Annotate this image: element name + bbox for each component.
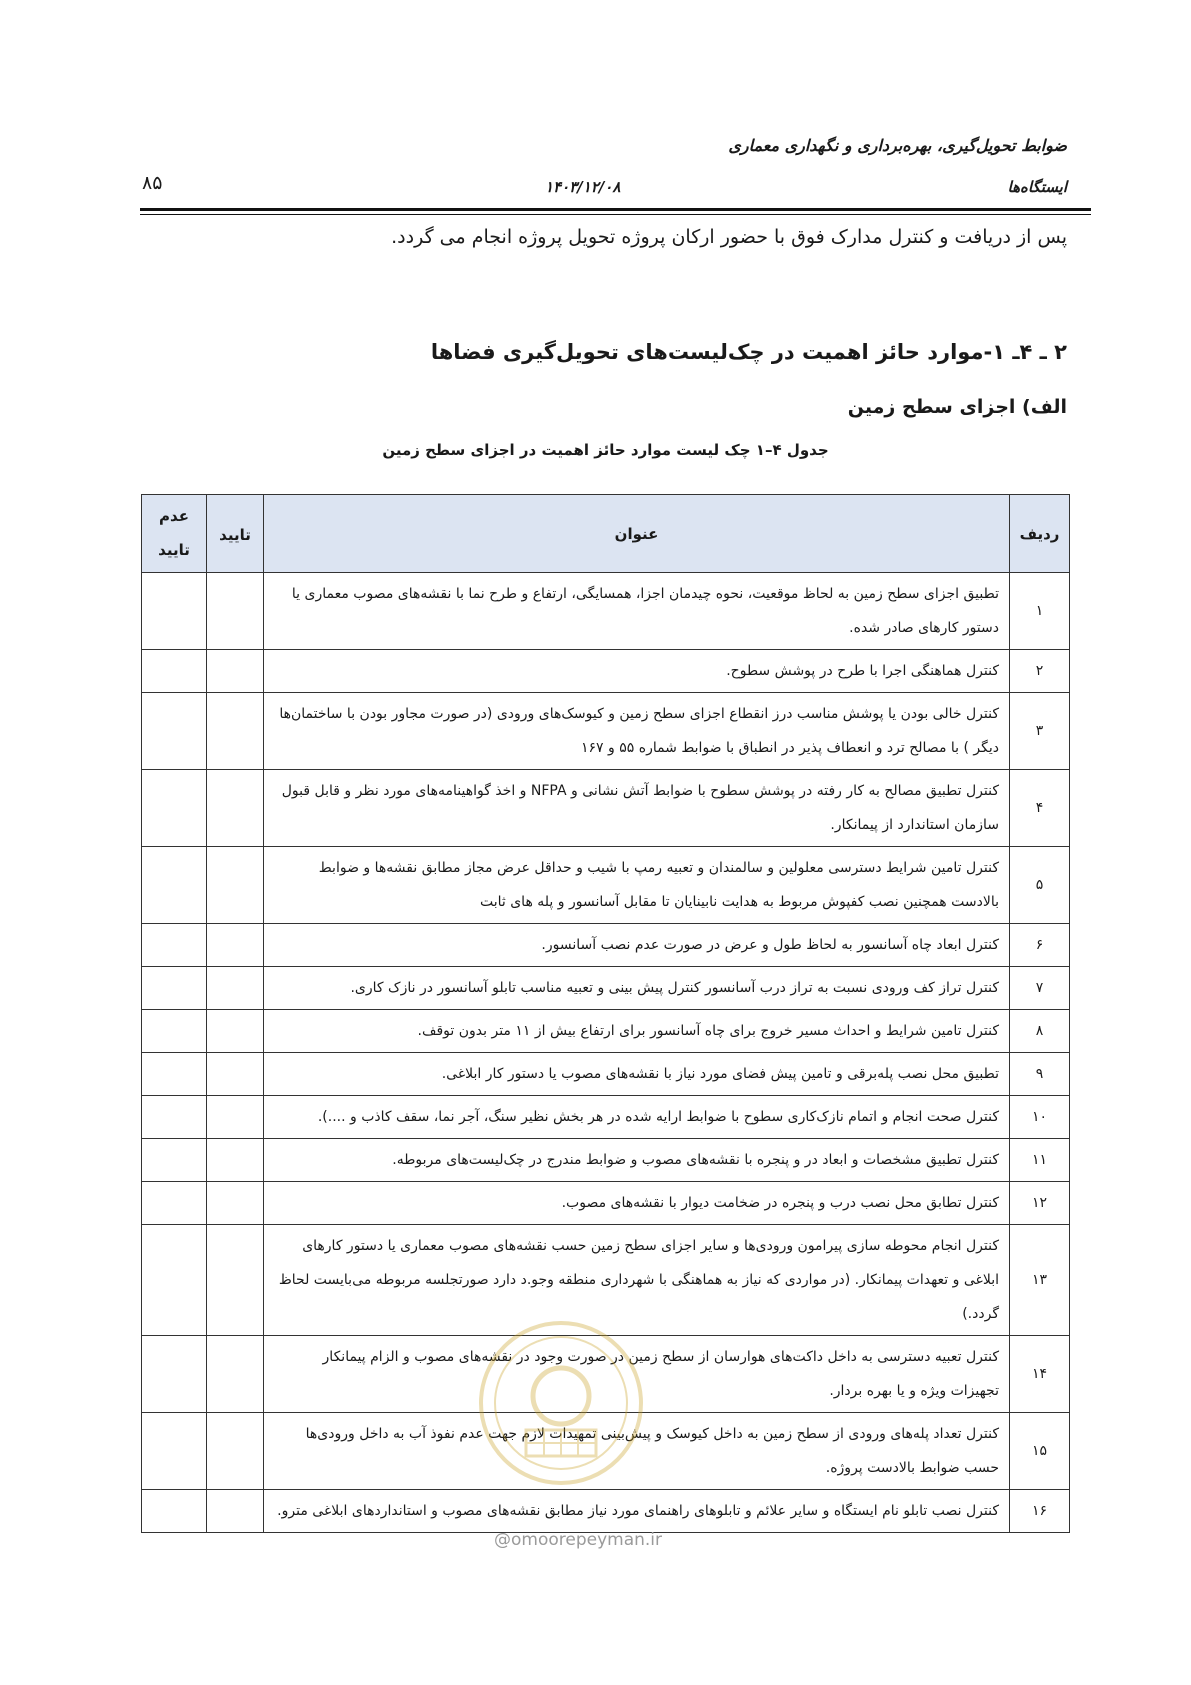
row-title: کنترل تطبیق مشخصات و ابعاد در و پنجره با نقشه‌های مصوب و ضوابط مندرج در چک‌لیست‌های مربوطه.	[264, 1139, 1010, 1182]
row-number: ۳	[1010, 693, 1070, 770]
row-title: تطبیق اجزای سطح زمین به لحاظ موقعیت، نحوه چیدمان اجزا، همسایگی، ارتفاع و طرح نما با نقشه‌های مصوب معماری یا دستور کارهای صادر شده.	[264, 573, 1010, 650]
approve-cell[interactable]	[207, 1182, 264, 1225]
row-number: ۵	[1010, 847, 1070, 924]
row-title: کنترل تعداد پله‌های ورودی از سطح زمین به داخل کیوسک و پیش‌بینی تمهیدات لازم جهت عدم نفوذ آب به داخل ورودی‌ها حسب ضوابط بالادست پروژه.	[264, 1413, 1010, 1490]
not-approve-cell[interactable]	[142, 1490, 207, 1533]
row-number: ۱۶	[1010, 1490, 1070, 1533]
header-not-approve	[142, 495, 207, 573]
row-title: کنترل خالی بودن یا پوشش مناسب درز انقطاع اجزای سطح زمین و کیوسک‌های ورودی (در صورت مجاور بودن با ساختمان‌ها دیگر ) با مصالح ترد و انعطاف پذیر در انطباق با ضوابط شماره ۵۵ و ۱۶۷	[264, 693, 1010, 770]
approve-cell[interactable]	[207, 847, 264, 924]
row-title: کنترل تامین شرایط و احداث مسیر خروج برای چاه آسانسور برای ارتفاع بیش از ۱۱ متر بدون توقف.	[264, 1010, 1010, 1053]
not-approve-cell[interactable]	[142, 924, 207, 967]
not-approve-cell[interactable]	[142, 770, 207, 847]
row-title: کنترل صحت انجام و اتمام نازک‌کاری سطوح با ضوابط ارایه شده در هر بخش نظیر سنگ، آجر نما، سقف کاذب و ....).	[264, 1096, 1010, 1139]
watermark-text: @omoorepeyman.ir	[494, 1530, 663, 1550]
row-title: کنترل تعبیه دسترسی به داخل داکت‌های هوارسان از سطح زمین در صورت وجود در نقشه‌های مصوب و الزام پیمانکار تجهیزات ویژه و یا بهره بردار.	[264, 1336, 1010, 1413]
section-heading: ۲ ـ ۴ـ ۱-موارد حائز اهمیت در چک‌لیست‌های تحویل‌گیری فضاها	[430, 340, 1067, 364]
table-row	[142, 770, 1070, 847]
header-not-approve-line1: عدم	[159, 507, 189, 525]
not-approve-cell[interactable]	[142, 1139, 207, 1182]
approve-cell[interactable]	[207, 770, 264, 847]
approve-cell[interactable]	[207, 1413, 264, 1490]
row-number: ۸	[1010, 1010, 1070, 1053]
not-approve-cell[interactable]	[142, 1225, 207, 1336]
table-row	[142, 573, 1070, 650]
not-approve-cell[interactable]	[142, 1010, 207, 1053]
approve-cell[interactable]	[207, 967, 264, 1010]
row-number: ۱۴	[1010, 1336, 1070, 1413]
header-approve: تایید	[207, 495, 264, 573]
header-rule-thin	[140, 214, 1091, 215]
approve-cell[interactable]	[207, 693, 264, 770]
approve-cell[interactable]	[207, 573, 264, 650]
table-row	[142, 693, 1070, 770]
approve-cell[interactable]	[207, 1096, 264, 1139]
not-approve-cell[interactable]	[142, 1182, 207, 1225]
row-title: کنترل نصب تابلو نام ایستگاه و سایر علائم و تابلوهای راهنمای مورد نیاز مطابق نقشه‌های مصوب و استانداردهای ابلاغی مترو.	[264, 1490, 1010, 1533]
page-number: ۸۵	[142, 172, 163, 194]
header-title: عنوان	[264, 495, 1010, 573]
table-row	[142, 1139, 1070, 1182]
table-row	[142, 1096, 1070, 1139]
row-number: ۷	[1010, 967, 1070, 1010]
table-row	[142, 650, 1070, 693]
document-subtitle: ایستگاه‌ها	[1007, 178, 1067, 196]
table-row	[142, 967, 1070, 1010]
row-title: کنترل تامین شرایط دسترسی معلولین و سالمندان و تعبیه رمپ با شیب و حداقل عرض مجاز مطابق نقشه‌ها و ضوابط بالادست همچنین نصب کفپوش مربوط به هدایت نابینایان تا مقابل آسانسور و پله های ثابت	[264, 847, 1010, 924]
not-approve-cell[interactable]	[142, 693, 207, 770]
table-row	[142, 1182, 1070, 1225]
watermark-seal-icon	[476, 1318, 646, 1488]
not-approve-cell[interactable]	[142, 1053, 207, 1096]
row-title: کنترل ابعاد چاه آسانسور به لحاظ طول و عرض در صورت عدم نصب آسانسور.	[264, 924, 1010, 967]
row-title: کنترل تراز کف ورودی نسبت به تراز درب آسانسور کنترل پیش بینی و تعبیه مناسب تابلو آسانسور در نازک کاری.	[264, 967, 1010, 1010]
not-approve-cell[interactable]	[142, 650, 207, 693]
approve-cell[interactable]	[207, 924, 264, 967]
approve-cell[interactable]	[207, 1010, 264, 1053]
intro-paragraph: پس از دریافت و کنترل مدارک فوق با حضور ارکان پروژه تحویل پروژه انجام می گردد.	[391, 226, 1067, 248]
row-title: تطبیق محل نصب پله‌برقی و تامین پیش فضای مورد نیاز با نقشه‌های مصوب یا دستور کار ابلاغی.	[264, 1053, 1010, 1096]
document-date: ۱۴۰۳/۱۲/۰۸	[545, 178, 621, 196]
row-number: ۶	[1010, 924, 1070, 967]
not-approve-cell[interactable]	[142, 1413, 207, 1490]
row-number: ۴	[1010, 770, 1070, 847]
table-row	[142, 847, 1070, 924]
approve-cell[interactable]	[207, 1225, 264, 1336]
sub-heading: الف) اجزای سطح زمین	[847, 396, 1067, 418]
header-rule-thick	[140, 208, 1091, 211]
table-header-row	[142, 495, 1070, 573]
row-number: ۱۱	[1010, 1139, 1070, 1182]
table-row	[142, 924, 1070, 967]
row-number: ۲	[1010, 650, 1070, 693]
not-approve-cell[interactable]	[142, 1096, 207, 1139]
not-approve-cell[interactable]	[142, 573, 207, 650]
approve-cell[interactable]	[207, 1490, 264, 1533]
row-title: کنترل هماهنگی اجرا با طرح در پوشش سطوح.	[264, 650, 1010, 693]
table-row	[142, 1490, 1070, 1533]
row-title: کنترل تطبیق مصالح به کار رفته در پوشش سطوح با ضوابط آتش نشانی و NFPA و اخذ گواهینامه‌های مورد نظر و قابل قبول سازمان استاندارد از پیمانکار.	[264, 770, 1010, 847]
row-title: کنترل انجام محوطه سازی پیرامون ورودی‌ها و سایر اجزای سطح زمین حسب نقشه‌های مصوب معماری یا دستور کارهای ابلاغی و تعهدات پیمانکار. (در مواردی که نیاز به هماهنگی با شهرداری منطقه وجو.د دارد صورتجلسه مربوطه می‌بایست لحاظ گردد.)	[264, 1225, 1010, 1336]
approve-cell[interactable]	[207, 1053, 264, 1096]
approve-cell[interactable]	[207, 1336, 264, 1413]
not-approve-cell[interactable]	[142, 967, 207, 1010]
approve-cell[interactable]	[207, 650, 264, 693]
approve-cell[interactable]	[207, 1139, 264, 1182]
document-title: ضوابط تحویل‌گیری، بهره‌برداری و نگهداری معماری	[728, 136, 1067, 155]
row-title: کنترل تطابق محل نصب درب و پنجره در ضخامت دیوار با نقشه‌های مصوب.	[264, 1182, 1010, 1225]
not-approve-cell[interactable]	[142, 1336, 207, 1413]
row-number: ۹	[1010, 1053, 1070, 1096]
row-number: ۱۵	[1010, 1413, 1070, 1490]
table-row	[142, 1010, 1070, 1053]
row-number: ۱۲	[1010, 1182, 1070, 1225]
header-not-approve-line2: تایید	[158, 541, 190, 559]
row-number: ۱۰	[1010, 1096, 1070, 1139]
row-number: ۱۳	[1010, 1225, 1070, 1336]
row-number: ۱	[1010, 573, 1070, 650]
table-row	[142, 1053, 1070, 1096]
header-row-number: ردیف	[1010, 495, 1070, 573]
not-approve-cell[interactable]	[142, 847, 207, 924]
table-caption: جدول ۴–۱ چک لیست موارد حائز اهمیت در اجزای سطح زمین	[382, 441, 829, 459]
